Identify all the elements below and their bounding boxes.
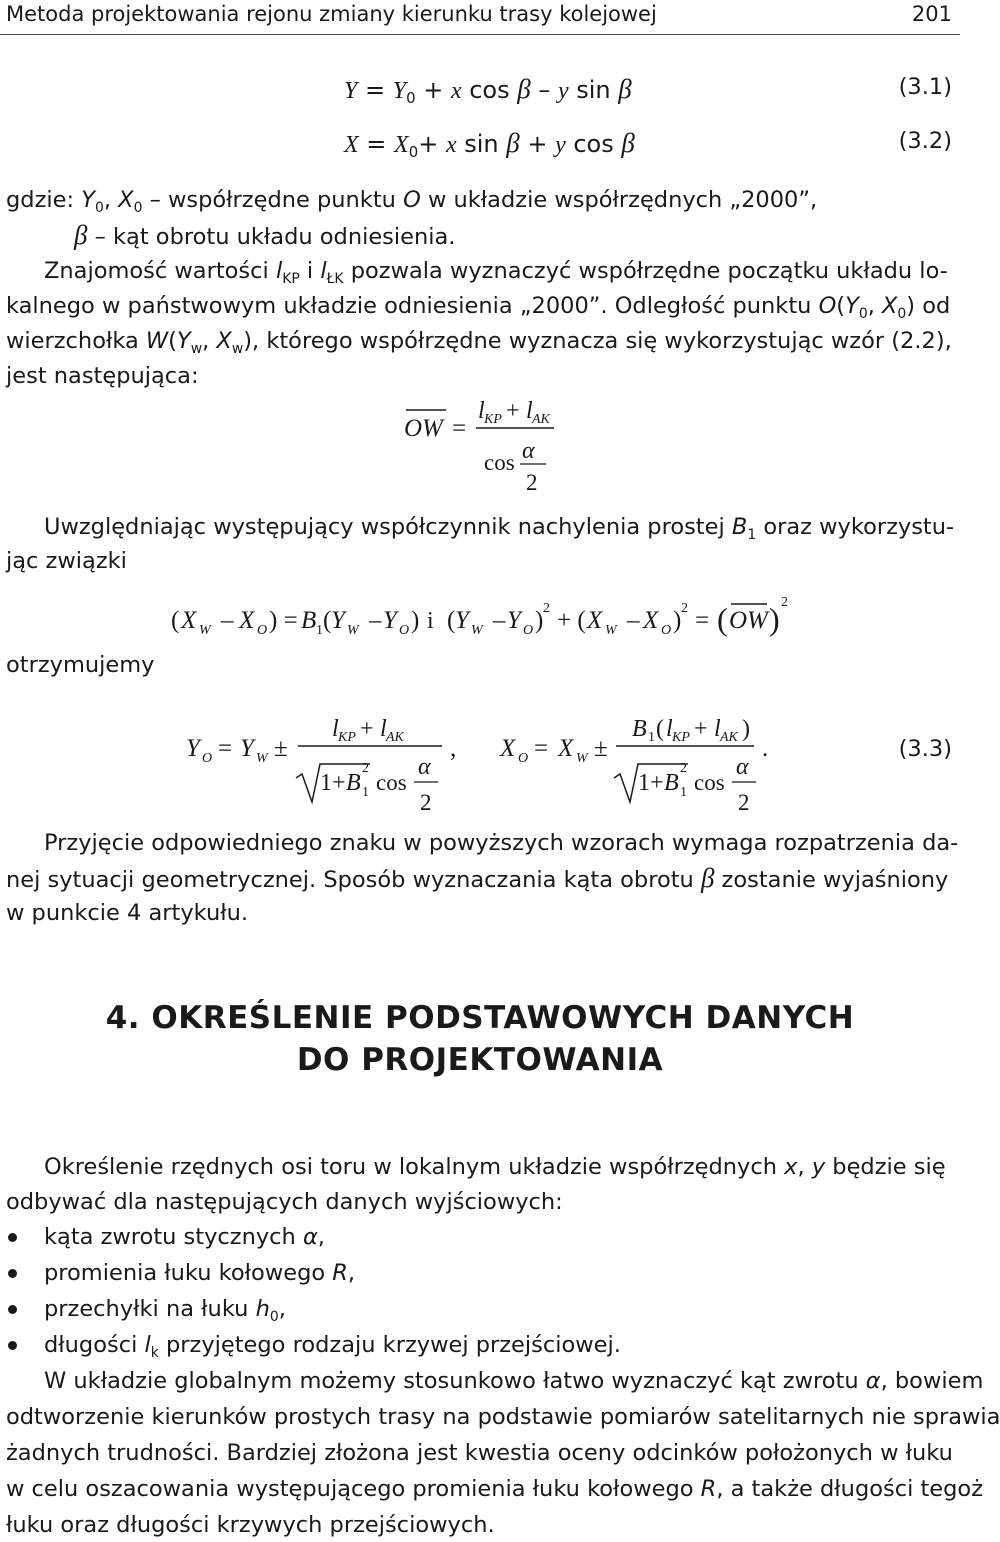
- svg-text:B: B: [301, 607, 317, 634]
- bullet-item-1: kąta zwrotu stycznych α,: [44, 1224, 325, 1250]
- svg-text:1: 1: [316, 623, 323, 638]
- svg-text:Y: Y: [455, 607, 469, 634]
- svg-text:O: O: [202, 751, 213, 766]
- paragraph-5-line-2: odtworzenie kierunków prostych trasy na podstawie pomiarów satelitarnych nie sprawia: [6, 1404, 1000, 1430]
- equation-3-1: $Y = Y_0 + x$ cos β – y sin β: [344, 74, 632, 108]
- svg-text:+: +: [506, 398, 520, 424]
- running-header: [0, 0, 960, 35]
- svg-text:KP: KP: [484, 412, 502, 427]
- svg-text:O: O: [257, 623, 268, 638]
- svg-text:l: l: [380, 716, 387, 742]
- paragraph-5-line-4: w celu oszacowania występującego promienia łuku kołowego R, a także długości tegoż: [6, 1476, 984, 1502]
- equation-number-3-2: (3.2): [898, 128, 952, 154]
- bullet-marker: [8, 1233, 17, 1242]
- section-heading-line-2: DO PROJEKTOWANIA: [296, 1042, 664, 1078]
- bullet-marker: [8, 1341, 17, 1350]
- svg-text:–: –: [493, 607, 506, 634]
- svg-text:AK: AK: [720, 730, 738, 745]
- svg-text:2: 2: [738, 790, 750, 815]
- svg-text:W: W: [576, 751, 588, 766]
- svg-text:1+: 1+: [638, 770, 664, 796]
- svg-text:2: 2: [681, 601, 688, 616]
- svg-text:W: W: [256, 751, 268, 766]
- bullet-marker: [8, 1269, 17, 1278]
- svg-text:) =: ) =: [269, 607, 298, 634]
- svg-text:): ): [535, 607, 544, 634]
- svg-text:2: 2: [543, 601, 550, 616]
- svg-text:–: –: [627, 607, 640, 634]
- svg-text:W: W: [199, 623, 211, 638]
- svg-text:O: O: [661, 623, 672, 638]
- svg-text:2: 2: [362, 761, 369, 776]
- svg-text:.: .: [762, 735, 769, 762]
- svg-text:): ): [742, 716, 750, 742]
- svg-text:O: O: [399, 623, 410, 638]
- header-title: Metoda projektowania rejonu zmiany kierunku trasy kolejowej: [6, 2, 657, 26]
- equation-number-3-3: (3.3): [898, 736, 952, 762]
- svg-text:O: O: [518, 751, 529, 766]
- svg-text:X: X: [643, 607, 659, 634]
- svg-text:=: =: [534, 735, 549, 762]
- svg-text:=: =: [218, 735, 233, 762]
- svg-text:O: O: [523, 623, 534, 638]
- where-clause-line: gdzie: $Y_0$, $X_0$ – współrzędne punktu O w układzie współrzędnych „2000”,: [6, 187, 818, 216]
- svg-text:l: l: [332, 716, 339, 742]
- svg-text:(: (: [171, 607, 180, 634]
- svg-text:α: α: [522, 438, 535, 464]
- svg-text:=: =: [452, 415, 467, 442]
- relation-equations: [165, 588, 805, 648]
- svg-text:Y: Y: [507, 607, 521, 634]
- svg-text:cos: cos: [694, 770, 725, 795]
- paragraph-3-line-2: nej sytuacji geometrycznej. Sposób wyznaczania kąta obrotu β zostanie wyjaśniony: [6, 863, 949, 893]
- bullet-item-2: promienia łuku kołowego R,: [44, 1260, 356, 1286]
- svg-text:l: l: [478, 398, 485, 424]
- svg-text:): ): [673, 607, 682, 634]
- svg-text:(: (: [447, 607, 456, 634]
- svg-text:,: ,: [450, 735, 457, 762]
- svg-text:OW: OW: [404, 415, 443, 442]
- svg-text:α: α: [418, 754, 431, 780]
- paragraph-4-line-2: odbywać dla następujących danych wyjściowych:: [6, 1189, 563, 1215]
- svg-text:Y: Y: [186, 735, 200, 762]
- bullet-marker: [8, 1305, 17, 1314]
- svg-text:): ): [769, 601, 780, 637]
- page-number: 201: [911, 2, 952, 26]
- svg-text:2: 2: [526, 470, 538, 495]
- svg-text:(: (: [656, 716, 664, 742]
- svg-text:1: 1: [362, 785, 369, 800]
- beta-description: β – kąt obrotu układu odniesienia.: [74, 220, 456, 250]
- svg-text:): ): [411, 607, 420, 634]
- paragraph-4-line-1: Określenie rzędnych osi toru w lokalnym układzie współrzędnych x, y będzie się: [44, 1154, 946, 1180]
- svg-text:Y: Y: [383, 607, 397, 634]
- section-heading-line-1: 4. OKREŚLENIE PODSTAWOWYCH DANYCH: [105, 1000, 855, 1036]
- svg-text:B: B: [664, 770, 679, 796]
- svg-text:W: W: [347, 623, 359, 638]
- paragraph-5-line-3: żadnych trudności. Bardziej złożona jest kwestia oceny odcinków położonych w łuku: [6, 1440, 953, 1466]
- svg-text:i: i: [427, 608, 434, 634]
- paragraph-1-line-3: wierzchołka $W(Y_w$, $X_w$), którego współrzędne wyznacza się wykorzystując wzór (2.2),: [6, 328, 952, 357]
- svg-text:B: B: [346, 770, 361, 796]
- paragraph-3-line-3: w punkcie 4 artykułu.: [6, 900, 249, 926]
- svg-text:l: l: [666, 716, 673, 742]
- svg-text:KP: KP: [672, 730, 690, 745]
- svg-text:–: –: [369, 607, 382, 634]
- svg-text:X: X: [181, 607, 197, 634]
- paragraph-5-line-5: łuku oraz długości krzywych przejściowych.: [6, 1512, 495, 1538]
- svg-text:α: α: [736, 754, 749, 780]
- equation-3-2: $X = X_0+ x$ sin β + y cos β: [344, 128, 635, 162]
- svg-text:±: ±: [274, 735, 288, 762]
- svg-text:–: –: [221, 607, 234, 634]
- svg-text:cos: cos: [376, 770, 407, 795]
- svg-text:l: l: [526, 398, 533, 424]
- svg-text:B: B: [632, 716, 647, 742]
- svg-text:X: X: [500, 735, 516, 762]
- svg-text:+: +: [360, 716, 374, 742]
- equation-3-3: [180, 700, 780, 822]
- otrzymujemy-label: otrzymujemy: [6, 652, 155, 678]
- svg-text:AK: AK: [532, 412, 550, 427]
- svg-text:(: (: [717, 601, 728, 637]
- svg-text:W: W: [471, 623, 483, 638]
- svg-text:cos: cos: [484, 450, 515, 475]
- paragraph-5-line-1: W układzie globalnym możemy stosunkowo łatwo wyznaczyć kąt zwrotu α, bowiem: [44, 1368, 984, 1394]
- svg-text:+: +: [694, 716, 708, 742]
- paragraph-3-line-1: Przyjęcie odpowiedniego znaku w powyższych wzorach wymaga rozpatrzenia da-: [44, 830, 959, 856]
- svg-text:2: 2: [781, 595, 788, 610]
- svg-text:2: 2: [680, 761, 687, 776]
- svg-text:±: ±: [594, 735, 608, 762]
- svg-text:=: =: [695, 607, 710, 634]
- svg-text:X: X: [558, 735, 574, 762]
- svg-text:Y: Y: [331, 607, 345, 634]
- paragraph-2-line-1: Uwzględniając występujący współczynnik nachylenia prostej $B_1$ oraz wykorzystu-: [44, 514, 955, 543]
- svg-text:OW: OW: [729, 607, 768, 634]
- svg-text:X: X: [239, 607, 255, 634]
- svg-text:KP: KP: [338, 730, 356, 745]
- paragraph-1-line-4: jest następująca:: [6, 363, 199, 389]
- paragraph-1-line-1: Znajomość wartości $l_{KP}$ i $l_{ŁK}$ pozwala wyznaczyć współrzędne początku układu lo-: [44, 258, 948, 287]
- svg-text:X: X: [587, 607, 603, 634]
- equation-number-3-1: (3.1): [898, 74, 952, 100]
- svg-text:Y: Y: [240, 735, 254, 762]
- svg-text:l: l: [714, 716, 721, 742]
- svg-text:2: 2: [420, 790, 432, 815]
- bullet-item-4: długości $l_k$ przyjętego rodzaju krzywej przejściowej.: [44, 1332, 621, 1361]
- svg-text:1: 1: [680, 785, 687, 800]
- svg-text:1: 1: [648, 730, 655, 745]
- bullet-item-3: przechyłki na łuku $h_0$,: [44, 1296, 286, 1325]
- svg-text:(: (: [323, 607, 332, 634]
- paragraph-2-line-2: jąc związki: [6, 548, 127, 574]
- paragraph-1-line-2: kalnego w państwowym układzie odniesienia „2000”. Odległość punktu $O(Y_0$, $X_0$) od: [6, 293, 951, 322]
- svg-text:+ (: + (: [557, 607, 586, 634]
- svg-text:AK: AK: [386, 730, 404, 745]
- ow-distance-formula: [390, 388, 590, 498]
- svg-text:1+: 1+: [320, 770, 346, 796]
- svg-text:W: W: [605, 623, 617, 638]
